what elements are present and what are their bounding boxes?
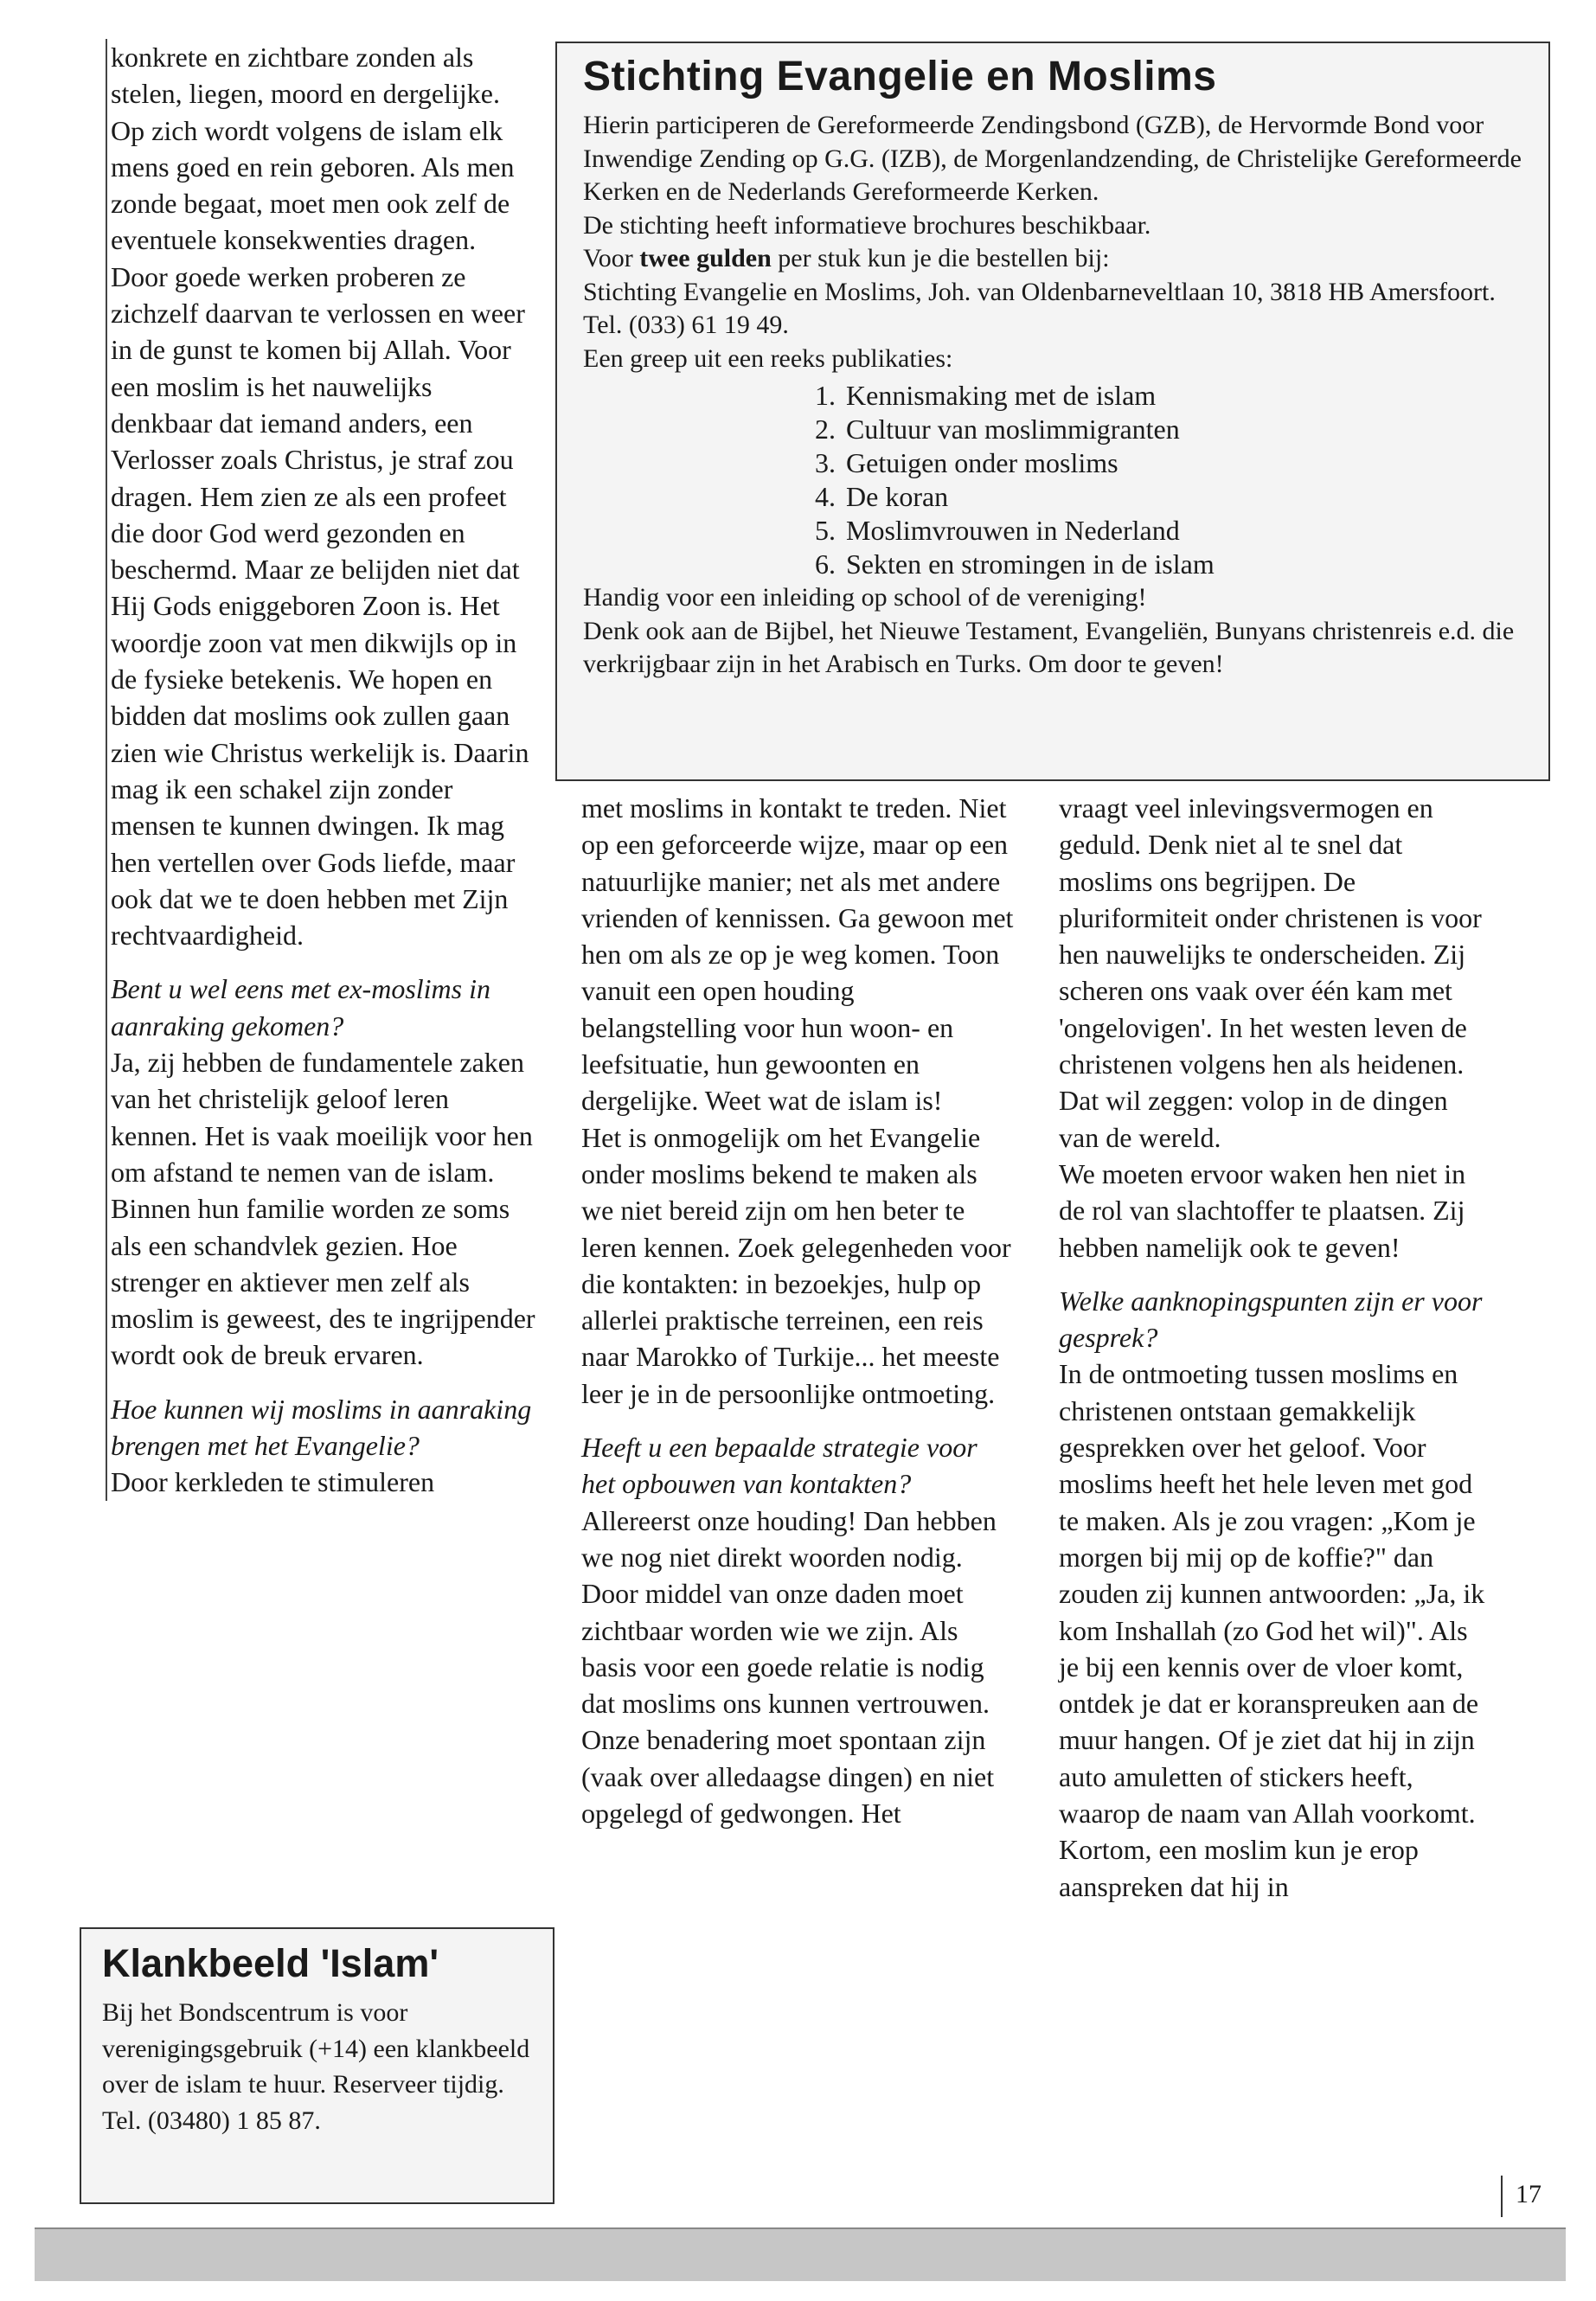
column2-paragraph: met moslims in kontakt te treden. Niet op een geforceerde wijze, maar op een natuurlijke manier; net als met andere vrienden of kennissen. Ga gewoon met hen om als ze op je weg komen. Toon vanuit een open houding belangstelling voor hun woon- en leefsituatie, hun gewoonten en dergelijke. Weet wat de islam is! xyxy=(581,792,1014,1117)
klankbeeld-info-box xyxy=(80,1927,554,2204)
interview-question: Hoe kunnen wij moslims in aanraking brengen met het Evangelie? xyxy=(111,1393,532,1461)
publication-item: 6. Sekten en stromingen in de islam xyxy=(815,548,1215,580)
interview-question: Heeft u een bepaalde strategie voor het opbouwen van kontakten? xyxy=(581,1432,977,1500)
interview-answer: Ja, zij hebben de fundamentele zaken van het christelijk geloof leren kennen. Het is vaak moeilijk voor hen om afstand te nemen van de islam. Binnen hun familie worden ze soms als een schandvlek gezien. Hoe strenger en aktiever men zelf als moslim is geweest, des te ingrijpender wordt ook de breuk ervaren. xyxy=(111,1047,535,1371)
publication-item: 3. Getuigen onder moslims xyxy=(815,447,1118,478)
stichting-box-title: Stichting Evangelie en Moslims xyxy=(583,54,1217,99)
interview-answer: Door kerkleden te stimuleren xyxy=(111,1466,435,1498)
stichting-info-box xyxy=(555,42,1550,781)
article-column-2 xyxy=(581,790,1014,1831)
publication-item: 1. Kennismaking met de islam xyxy=(815,380,1157,411)
klankbeeld-box-title: Klankbeeld 'Islam' xyxy=(102,1941,439,1985)
column3-paragraph: vraagt veel inlevingsvermogen en geduld. Denk niet al te snel dat moslims ons begrijpen. De pluriformiteit onder christenen is voor hen nauwelijks te onderscheiden. Zij scheren ons vaak over één kam met 'ongelovigen'. In het westen leven de christenen volgens hen als heidenen. Dat wil zeggen: volop in de dingen van de wereld. xyxy=(1059,792,1482,1153)
column2-paragraph: Het is onmogelijk om het Evangelie onder moslims bekend te maken als we niet bereid zijn om hen beter te leren kennen. Zoek gelegenheden voor die kontakten: in bezoekjes, hulp op allerlei praktische terreinen, een reis naar Marokko of Turkije... het meeste leer je in de persoonlijke ontmoeting. xyxy=(581,1121,1011,1409)
footer-band xyxy=(35,2227,1566,2281)
column1-paragraph: konkrete en zichtbare zonden als stelen, liegen, moord en dergelijke. Op zich wordt volgens de islam elk mens goed en rein geboren. Als men zonde begaat, moet men ook zelf de eventuele konsekwenties dragen. Door goede werken proberen ze zichzelf daarvan te verlossen en weer in de gunst te komen bij Allah. Voor een moslim is het nauwelijks denkbaar dat iemand anders, een Verlosser zoals Christus, je straf zou dragen. Hem zien ze als een profeet die door God werd gezonden en beschermd. Maar ze belijden niet dat Hij Gods eniggeboren Zoon is. Het woordje zoon vat men dikwijls op in de fysieke betekenis. We hopen en bidden dat moslims ook zullen gaan zien wie Christus werkelijk is. Daarin mag ik een schakel zijn zonder mensen te kunnen dwingen. Ik mag hen vertellen over Gods liefde, maar ook dat we te doen hebben met Zijn rechtvaardigheid. xyxy=(111,42,529,952)
price-highlight: twee gulden xyxy=(639,244,772,272)
stichting-box-body xyxy=(583,109,1524,682)
column3-paragraph: We moeten ervoor waken hen niet in de rol van slachtoffer te plaatsen. Zij hebben namelijk ook te geven! xyxy=(1059,1157,1466,1263)
interview-question: Welke aanknopingspunten zijn er voor gesprek? xyxy=(1059,1285,1483,1354)
page-number-divider xyxy=(1501,2176,1503,2217)
page-number: 17 xyxy=(1516,2180,1542,2208)
interview-question: Bent u wel eens met ex-moslims in aanraking gekomen? xyxy=(111,973,490,1042)
article-column-1 xyxy=(106,39,539,1501)
stichting-brochures: De stichting heeft informatieve brochures beschikbaar. xyxy=(583,210,1151,240)
publication-item: 4. De koran xyxy=(815,481,949,512)
publication-item: 5. Moslimvrouwen in Nederland xyxy=(815,515,1180,546)
publication-item: 2. Cultuur van moslimmigranten xyxy=(815,413,1180,445)
interview-answer: In de ontmoeting tussen moslims en christenen ontstaan gemakkelijk gesprekken over het geloof. Voor moslims heeft het hele leven met god te maken. Als je zou vragen: „Kom je morgen bij mij op de koffie?" dan zouden zij kunnen antwoorden: „Ja, ik kom Inshallah (zo God het wil)". Als je bij een kennis over de vloer komt, ontdek je dat er koranspreuken aan de muur hangen. Of je ziet dat hij in zijn auto amuletten of stickers heeft, waarop de naam van Allah voorkomt. Kortom, een moslim kun je erop aanspreken dat hij in xyxy=(1059,1358,1485,1902)
stichting-tip: Handig voor een inleiding op school of de vereniging! xyxy=(583,583,1147,612)
stichting-also: Denk ook aan de Bijbel, het Nieuwe Testament, Evangeliën, Bunyans christenreis e.d. die verkrijgbaar zijn in het Arabisch en Turks. Om door te geven! xyxy=(583,616,1515,678)
stichting-order-info: Voor twee gulden per stuk kun je die bestellen bij: xyxy=(583,244,1110,272)
klankbeeld-box-body: Bij het Bondscentrum is voor verenigingsgebruik (+14) een klankbeeld over de islam te huur. Reserveer tijdig. Tel. (03480) 1 85 87. xyxy=(102,1998,530,2135)
interview-answer: Allereerst onze houding! Dan hebben we nog niet direkt woorden nodig. Door middel van onze daden moet zichtbaar worden wie we zijn. Als basis voor een goede relatie is nodig dat moslims ons kunnen vertrouwen. Onze benadering moet spontaan zijn (vaak over alledaagse dingen) en niet opgelegd of gedwongen. Het xyxy=(581,1504,997,1830)
publications-intro: Een greep uit een reeks publikaties: xyxy=(583,343,953,373)
publications-list xyxy=(583,379,1524,581)
stichting-address: Stichting Evangelie en Moslims, Joh. van Oldenbarneveltlaan 10, 3818 HB Amersfoort. Tel. (033) 61 19 49. xyxy=(583,277,1496,339)
article-column-3 xyxy=(1059,790,1491,1905)
stichting-participants: Hierin participeren de Gereformeerde Zendingsbond (GZB), de Hervormde Bond voor Inwendige Zending op G.G. (IZB), de Morgenlandzending, de Christelijke Gereformeerde Kerken en de Nederlands Gereformeerde Kerken. xyxy=(583,111,1522,206)
